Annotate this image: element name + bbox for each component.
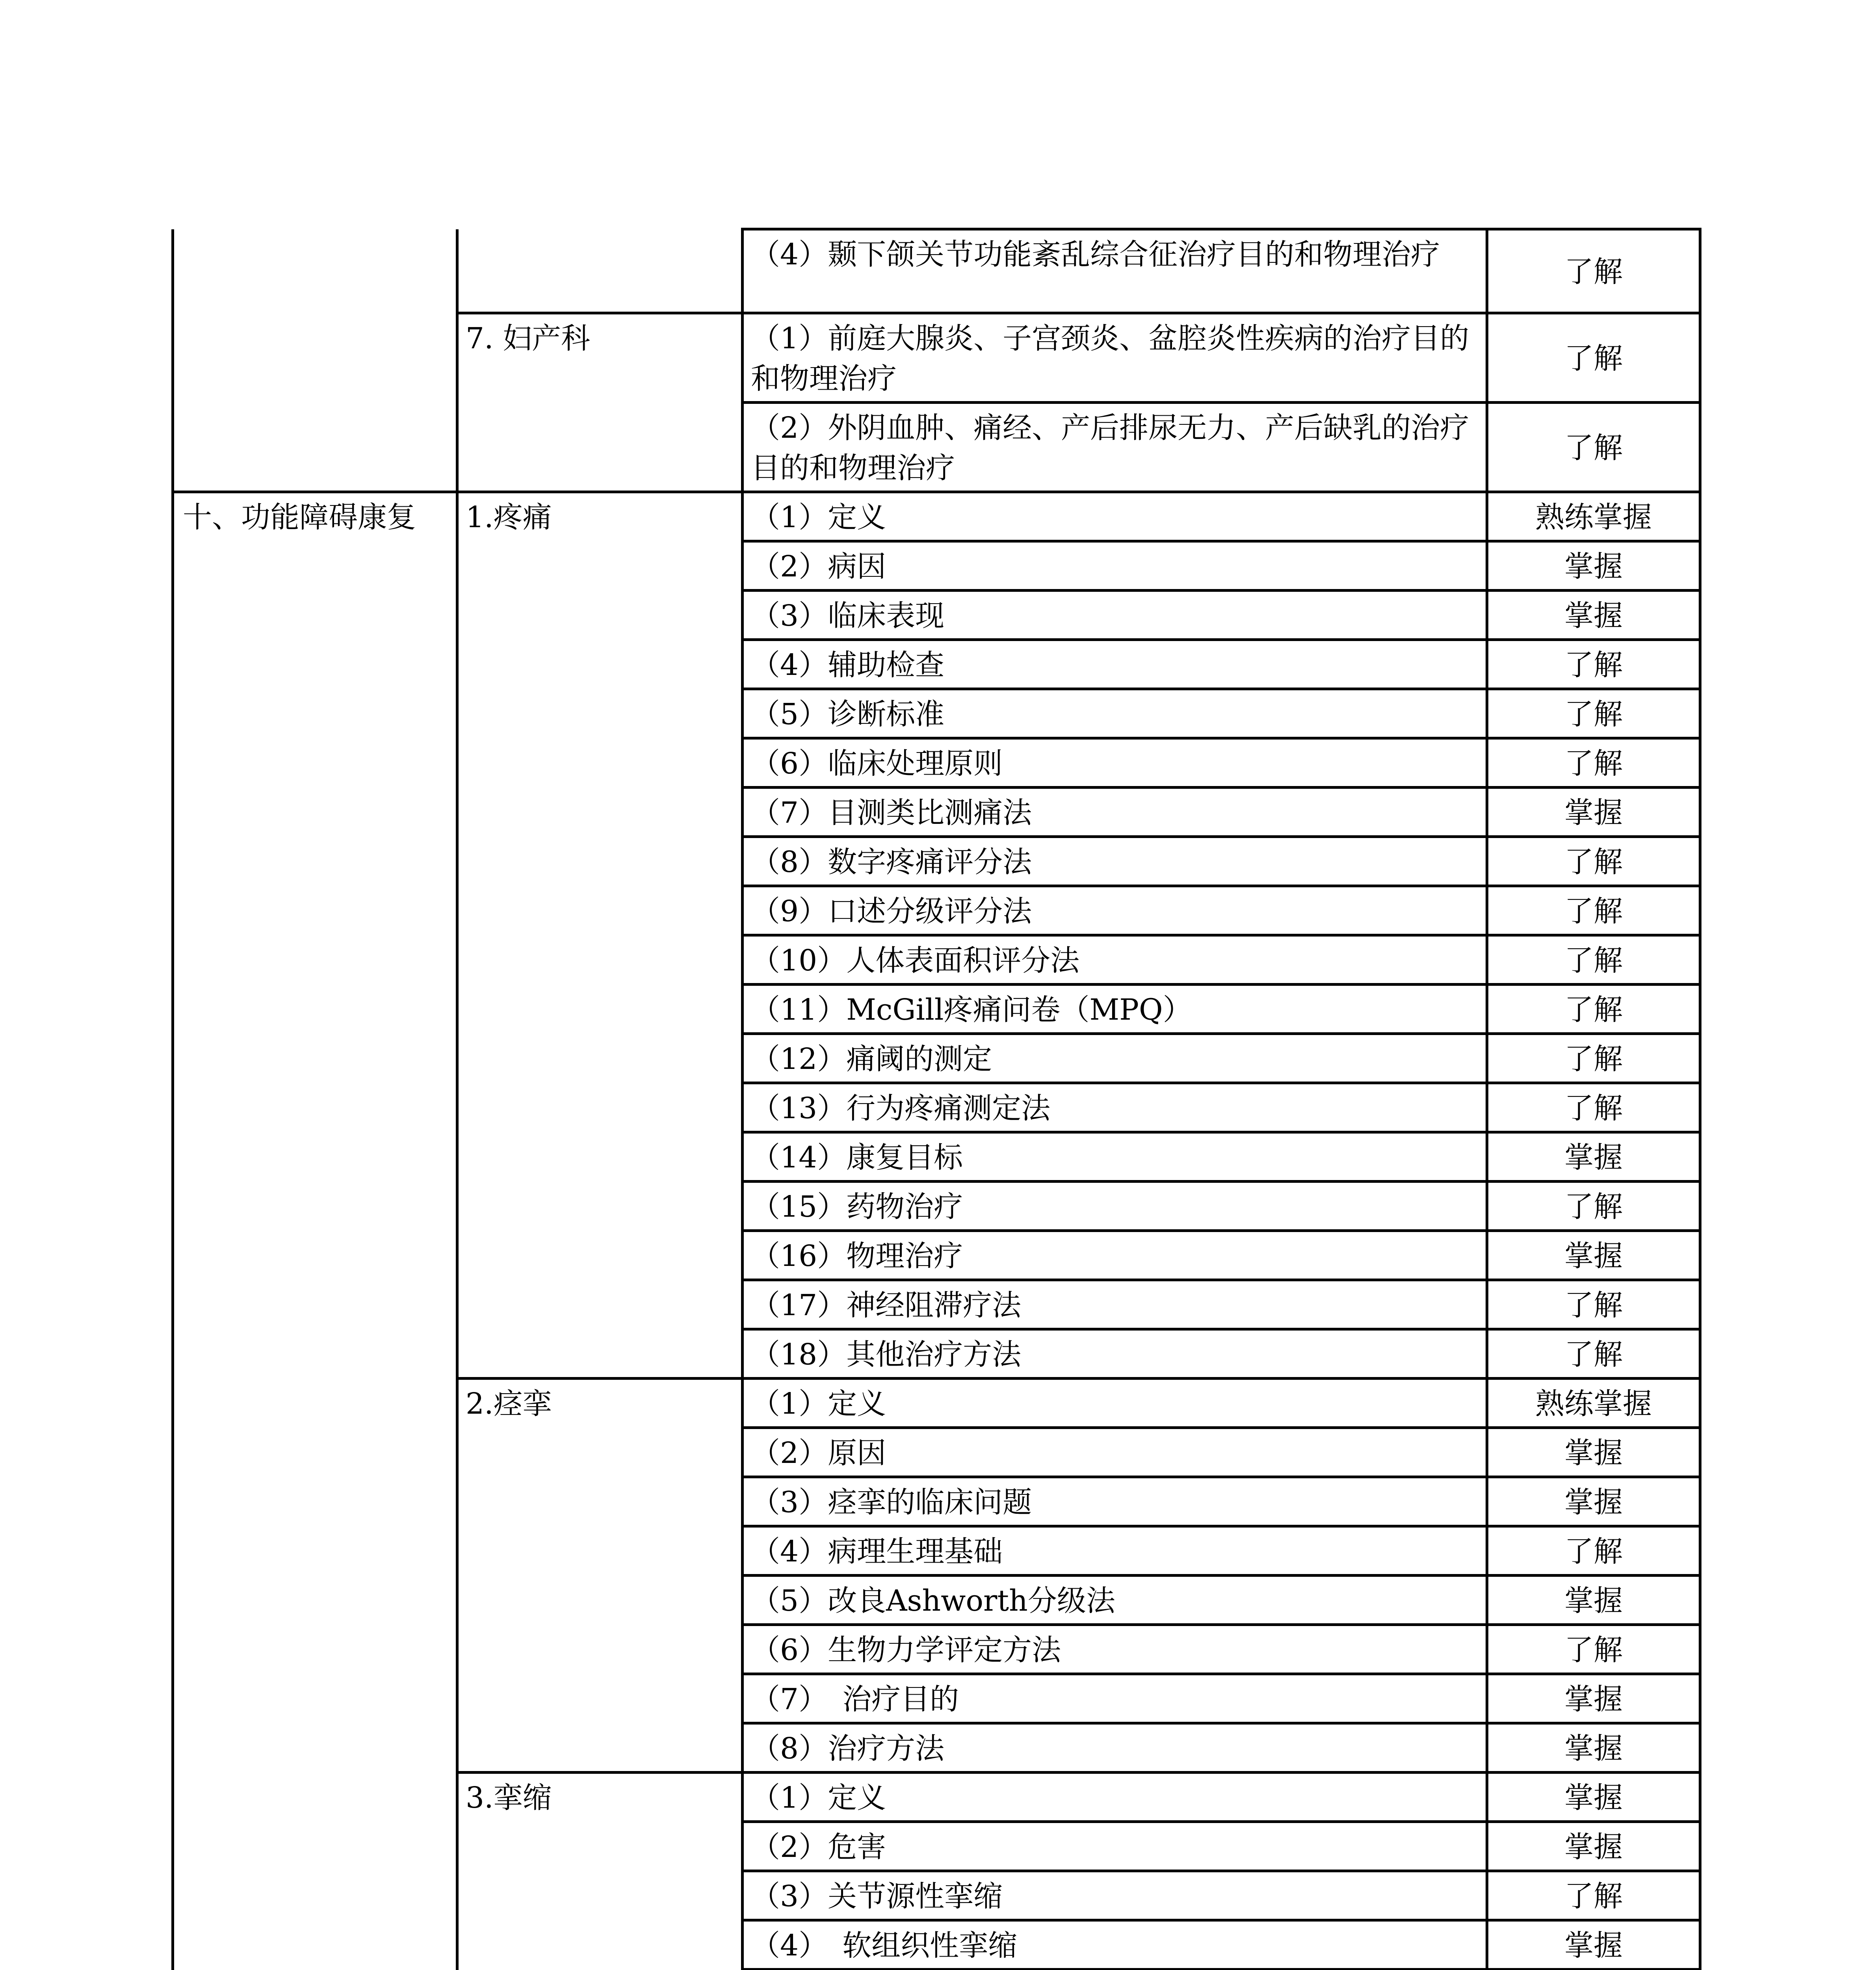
content-cell: （2）危害 (743, 1822, 1487, 1871)
level-cell: 掌握 (1487, 1132, 1700, 1182)
level-cell: 了解 (1487, 1871, 1700, 1920)
chapter-cell: 十、功能障碍康复 (173, 492, 457, 1970)
content-cell: （8）数字疼痛评分法 (743, 837, 1487, 886)
content-cell: （6）生物力学评定方法 (743, 1625, 1487, 1674)
content-cell: （5）改良Ashworth分级法 (743, 1576, 1487, 1625)
content-cell: （16）物理治疗 (743, 1231, 1487, 1280)
level-cell: 掌握 (1487, 1477, 1700, 1526)
level-cell: 掌握 (1487, 1428, 1700, 1477)
level-cell: 掌握 (1487, 541, 1700, 591)
content-cell: （3）临床表现 (743, 591, 1487, 640)
content-cell: （17）神经阻滞疗法 (743, 1280, 1487, 1329)
content-cell: （11）McGill疼痛问卷（MPQ） (743, 985, 1487, 1034)
content-cell: （4）辅助检查 (743, 640, 1487, 689)
level-cell: 熟练掌握 (1487, 1379, 1700, 1428)
table-row (173, 229, 1700, 313)
content-cell: （5）诊断标准 (743, 689, 1487, 738)
level-cell: 了解 (1487, 229, 1700, 313)
level-cell: 掌握 (1487, 1231, 1700, 1280)
content-cell: （3）关节源性挛缩 (743, 1871, 1487, 1920)
content-cell: （7） 治疗目的 (743, 1674, 1487, 1723)
level-cell: 掌握 (1487, 1920, 1700, 1970)
content-cell: （12）痛阈的测定 (743, 1034, 1487, 1083)
level-cell: 熟练掌握 (1487, 492, 1700, 541)
content-cell: （1）前庭大腺炎、子宫颈炎、盆腔炎性疾病的治疗目的和物理治疗 (743, 313, 1487, 403)
unit-cell: 2.痉挛 (457, 1379, 743, 1773)
content-cell: （6）临床处理原则 (743, 738, 1487, 788)
content-cell: （1）定义 (743, 1773, 1487, 1822)
level-cell: 掌握 (1487, 1822, 1700, 1871)
content-cell: （15）药物治疗 (743, 1182, 1487, 1231)
level-cell: 了解 (1487, 985, 1700, 1034)
content-cell: （2）外阴血肿、痛经、产后排尿无力、产后缺乳的治疗目的和物理治疗 (743, 403, 1487, 492)
level-cell: 了解 (1487, 1329, 1700, 1379)
level-cell: 了解 (1487, 1034, 1700, 1083)
content-cell: （1）定义 (743, 1379, 1487, 1428)
level-cell: 掌握 (1487, 788, 1700, 837)
level-cell: 了解 (1487, 313, 1700, 403)
level-cell: 了解 (1487, 1625, 1700, 1674)
content-cell: （2）原因 (743, 1428, 1487, 1477)
content-cell: （14）康复目标 (743, 1132, 1487, 1182)
level-cell: 了解 (1487, 1182, 1700, 1231)
level-cell: 掌握 (1487, 1674, 1700, 1723)
level-cell: 掌握 (1487, 1723, 1700, 1773)
content-cell: （9）口述分级评分法 (743, 886, 1487, 935)
content-cell: （13）行为疼痛测定法 (743, 1083, 1487, 1132)
level-cell: 了解 (1487, 403, 1700, 492)
level-cell: 了解 (1487, 837, 1700, 886)
level-cell: 了解 (1487, 1083, 1700, 1132)
content-cell: （1）定义 (743, 492, 1487, 541)
unit-cell (457, 229, 743, 313)
content-cell: （7）目测类比测痛法 (743, 788, 1487, 837)
content-cell: （4）颞下颌关节功能紊乱综合征治疗目的和物理治疗 (743, 229, 1487, 313)
level-cell: 了解 (1487, 738, 1700, 788)
level-cell: 了解 (1487, 689, 1700, 738)
content-cell: （4）病理生理基础 (743, 1526, 1487, 1576)
table-row (173, 492, 1700, 541)
unit-cell: 1.疼痛 (457, 492, 743, 1379)
level-cell: 了解 (1487, 935, 1700, 985)
chapter-cell (173, 229, 457, 492)
syllabus-table (171, 228, 1701, 1970)
level-cell: 掌握 (1487, 591, 1700, 640)
level-cell: 了解 (1487, 640, 1700, 689)
content-cell: （18）其他治疗方法 (743, 1329, 1487, 1379)
unit-cell: 3.挛缩 (457, 1773, 743, 1970)
level-cell: 了解 (1487, 1280, 1700, 1329)
content-cell: （4） 软组织性挛缩 (743, 1920, 1487, 1970)
level-cell: 了解 (1487, 1526, 1700, 1576)
content-cell: （8）治疗方法 (743, 1723, 1487, 1773)
content-cell: （3）痉挛的临床问题 (743, 1477, 1487, 1526)
level-cell: 掌握 (1487, 1576, 1700, 1625)
unit-cell: 7. 妇产科 (457, 313, 743, 492)
content-cell: （2）病因 (743, 541, 1487, 591)
level-cell: 了解 (1487, 886, 1700, 935)
content-cell: （10）人体表面积评分法 (743, 935, 1487, 985)
level-cell: 掌握 (1487, 1773, 1700, 1822)
